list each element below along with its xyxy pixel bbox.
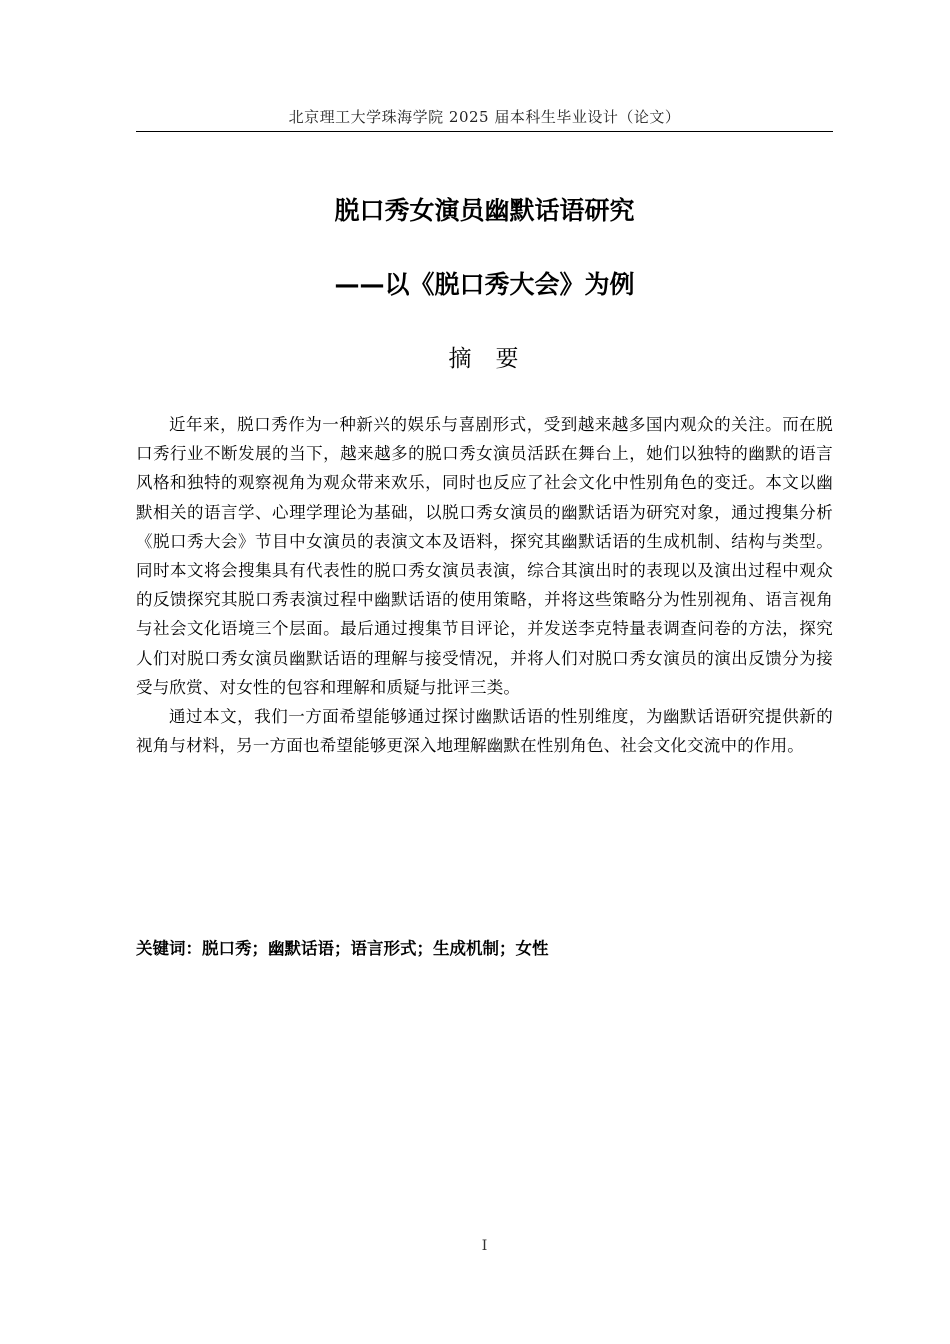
thesis-title: 脱口秀女演员幽默话语研究: [334, 196, 635, 225]
abstract-heading-char: 摘: [448, 346, 474, 372]
abstract-heading-char: 要: [495, 346, 521, 372]
thesis-subtitle: ——以《脱口秀大会》为例: [334, 270, 635, 299]
abstract-paragraph: 近年来，脱口秀作为一种新兴的娱乐与喜剧形式，受到越来越多国内观众的关注。而在脱口秀行业不断发展的当下，越来越多的脱口秀女演员活跃在舞台上，她们以独特的幽默的语言风格和独特的观察视角为观众带来欢乐，同时也反应了社会文化中性别角色的变迁。本文以幽默相关的语言学、心理学理论为基础，以脱口秀女演员的幽默话语为研究对象，通过搜集分析《脱口秀大会》节目中女演员的表演文本及语料，探究其幽默话语的生成机制、结构与类型。同时本文将会搜集具有代表性的脱口秀女演员表演，综合其演出时的表现以及演出过程中观众的反馈探究其脱口秀表演过程中幽默话语的使用策略，并将这些策略分为性别视角、语言视角与社会文化语境三个层面。最后通过搜集节目评论，并发送李克特量表调查问卷的方法，探究人们对脱口秀女演员幽默话语的理解与接受情况，并将人们对脱口秀女演员的演出反馈分为接受与欣赏、对女性的包容和理解和质疑与批评三类。: [136, 415, 833, 697]
abstract-paragraph: 通过本文，我们一方面希望能够通过探讨幽默话语的性别维度，为幽默话语研究提供新的视角与材料，另一方面也希望能够更深入地理解幽默在性别角色、社会文化交流中的作用。: [136, 707, 833, 756]
abstract-body: [136, 410, 833, 760]
running-header: 北京理工大学珠海学院 2025 届本科生毕业设计（论文）: [136, 106, 833, 132]
abstract-heading: [136, 343, 833, 375]
page-number: I: [481, 1238, 488, 1254]
keywords: 关键词：脱口秀；幽默话语；语言形式；生成机制；女性: [136, 939, 549, 958]
